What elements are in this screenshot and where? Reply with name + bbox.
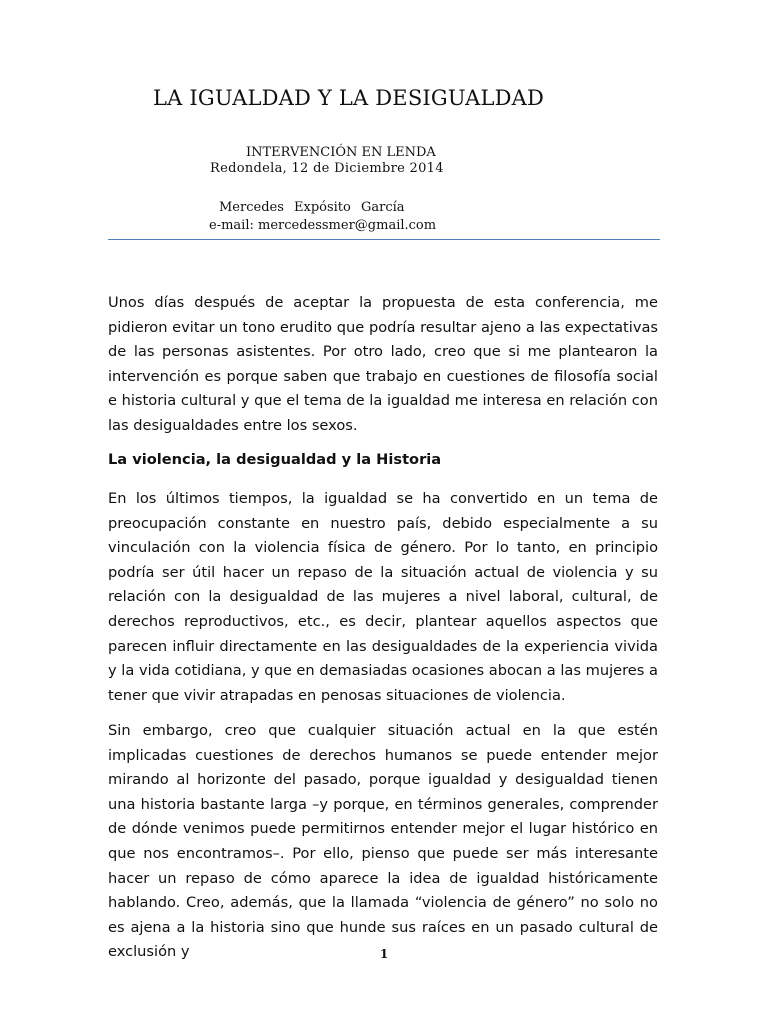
paragraph-history: Sin embargo, creo que cualquier situación actual en la que estén implicadas cuestiones de derechos humanos se puede entender mejor mirando al horizonte del pasado, porque igualdad y desigualdad tienen una historia bastante larga –y porque, en términos generales, comprender de dónde venimos puede permitirnos entender mejor el lugar histórico en que nos encontramos–. Por ello, pienso que puede ser más interesante hacer un repaso de cómo aparece la idea de igualdad históricamente hablando. Creo, además, que la llamada “violencia de género” no solo no es ajena a la historia sino que hunde sus raíces en un pasado cultural de exclusión y xyxy=(108,722,658,961)
header-divider xyxy=(108,239,660,240)
paragraph-intro: Unos días después de aceptar la propuesta de esta conferencia, me pidieron evitar un tono erudito que podría resultar ajeno a las expectativas de las personas asistentes. Por otro lado, creo que si me plantearon la intervención es porque saben que trabajo en cuestiones de filosofía social e historia cultural y que el tema de la igualdad me interesa en relación con las desigualdades entre los sexos. xyxy=(108,294,658,434)
section-heading: La violencia, la desigualdad y la Historia xyxy=(108,451,442,468)
document-title: LA IGUALDAD Y LA DESIGUALDAD xyxy=(153,86,545,110)
page-number: 1 xyxy=(379,947,389,961)
paragraph-violence: En los últimos tiempos, la igualdad se ha convertido en un tema de preocupación constante en nuestro país, debido especialmente a su vinculación con la violencia física de género. Por lo tanto, en principio podría ser útil hacer un repaso de la situación actual de violencia y su relación con la desigualdad de las mujeres a nivel laboral, cultural, de derechos reproductivos, etc., es decir, plantear aquellos aspectos que parecen influir directamente en las desigualdades de la experiencia vivida y la vida cotidiana, y que en demasiadas ocasiones abocan a las mujeres a tener que vivir atrapadas en penosas situaciones de violencia. xyxy=(108,490,658,704)
event-place-date: Redondela, 12 de Diciembre 2014 xyxy=(210,161,444,176)
author-name: Mercedes Expósito García xyxy=(219,200,405,215)
event-name: INTERVENCIÓN EN LENDA xyxy=(246,145,436,160)
author-email: e-mail: mercedessmer@gmail.com xyxy=(209,218,437,233)
